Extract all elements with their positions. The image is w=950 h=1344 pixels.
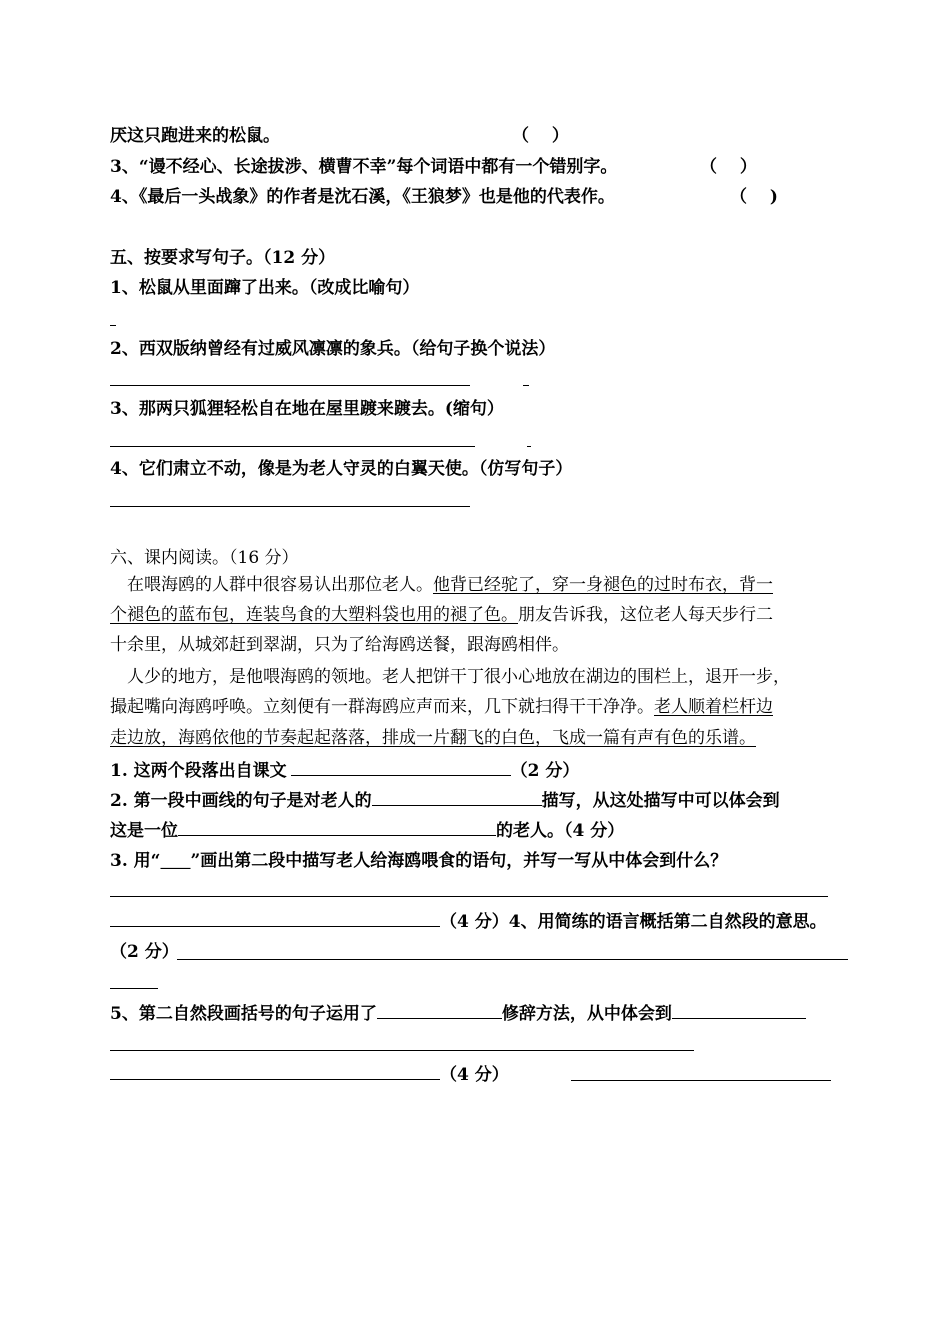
passage-p1-l2a-underlined: 个褪色的蓝布包，连装鸟食的大塑料袋也用的褪了色。 bbox=[110, 605, 518, 625]
passage-p1-line1 bbox=[127, 573, 773, 597]
section5-q2 bbox=[110, 337, 555, 361]
section6-q4-score: （2 分） bbox=[110, 942, 179, 962]
section4-item4 bbox=[110, 185, 615, 209]
q5-answer-line-3[interactable] bbox=[110, 1061, 440, 1080]
section6-q4-line bbox=[110, 940, 179, 964]
section4-item4-text: 4、《最后一头战象》的作者是沈石溪，《王狼梦》也是他的代表作。 bbox=[110, 187, 615, 207]
answer-line-s5q2[interactable] bbox=[110, 385, 470, 386]
passage-p1-l2b: 朋友告诉我，这位老人每天步行二 bbox=[518, 605, 773, 625]
section5-heading bbox=[110, 246, 335, 270]
section6-q1-text: 1. 这两个段落出自课文 bbox=[110, 761, 287, 781]
q2-answer-blank-2[interactable] bbox=[178, 817, 496, 836]
section6-q2-part-b: 描写，从这处描写中可以体会到 bbox=[541, 791, 780, 811]
q2-answer-blank-1[interactable] bbox=[372, 787, 542, 806]
q3-answer-line-1[interactable] bbox=[110, 896, 828, 897]
passage-p1-line3 bbox=[110, 633, 569, 657]
passage-p2-l2a: 撮起嘴向海鸥呼唤。立刻便有一群海鸥应声而来，几下就扫得干干净净。 bbox=[110, 697, 654, 717]
answer-paren-3-text: （ ） bbox=[700, 157, 757, 177]
section6-q2-part-a: 2. 第一段中画线的句子是对老人的 bbox=[110, 791, 372, 811]
section6-q2-part-d: 的老人。（4 分） bbox=[496, 821, 625, 841]
section6-q3-part-a: 3. 用“ bbox=[110, 851, 161, 871]
section5-heading-text: 五、按要求写句子。（12 分） bbox=[110, 248, 336, 268]
section6-q2-part-c: 这是一位 bbox=[110, 821, 178, 841]
answer-line-s5q2-tail bbox=[523, 385, 529, 386]
q5-answer-blank-2[interactable] bbox=[672, 1000, 806, 1019]
answer-line-s5q3[interactable] bbox=[110, 446, 475, 447]
passage-p2-l1: 人少的地方，是他喂海鸥的领地。老人把饼干丁很小心地放在湖边的围栏上，退开一步， bbox=[127, 667, 790, 687]
section6-q3-part-b: ”画出第二段中描写老人给海鸥喂食的语句，并写一写从中体会到什么？ bbox=[190, 851, 728, 871]
passage-p2-line2 bbox=[110, 695, 773, 719]
section4-item3-text: 3、“谩不经心、长途拔涉、横曹不幸”每个词语中都有一个错别字。 bbox=[110, 157, 618, 177]
section5-q1-text: 1、松鼠从里面蹿了出来。（改成比喻句） bbox=[110, 278, 420, 298]
q5-answer-line-2[interactable] bbox=[110, 1050, 694, 1051]
section5-q3 bbox=[110, 397, 504, 421]
answer-paren-1-text: （ ） bbox=[512, 126, 569, 146]
answer-paren-4-text: （ ) bbox=[730, 187, 778, 207]
section5-q1 bbox=[110, 276, 419, 300]
passage-p1-l1b-underlined: 他背已经驼了，穿一身褪色的过时布衣，背一 bbox=[433, 575, 773, 595]
section6-q1 bbox=[110, 757, 579, 783]
answer-paren-1[interactable] bbox=[512, 124, 569, 148]
section5-q4-text: 4、它们肃立不动，像是为老人守灵的白翼天使。（仿写句子） bbox=[110, 459, 573, 479]
q5-answer-line-4[interactable] bbox=[571, 1080, 831, 1081]
passage-p1-l1a: 在喂海鸥的人群中很容易认出那位老人。 bbox=[127, 575, 433, 595]
answer-line-s5q3-tail bbox=[527, 446, 531, 447]
section6-q5-score: （4 分） bbox=[440, 1065, 509, 1085]
section6-heading bbox=[110, 546, 299, 570]
q4-answer-line-2[interactable] bbox=[110, 988, 158, 989]
q3-answer-line-2[interactable] bbox=[110, 908, 440, 927]
section6-q3-q4-line bbox=[110, 908, 827, 934]
section6-q5 bbox=[110, 1000, 806, 1026]
answer-line-s5q4[interactable] bbox=[110, 506, 470, 507]
passage-p1-line2 bbox=[110, 603, 773, 627]
section6-q3-score-q4-text: （4 分）4、用简练的语言概括第二自然段的意思。 bbox=[440, 912, 827, 932]
section6-heading-text: 六、课内阅读。（16 分） bbox=[110, 548, 299, 568]
section4-line1 bbox=[110, 124, 280, 148]
passage-p1-l3: 十余里，从城郊赶到翠湖，只为了给海鸥送餐，跟海鸥相伴。 bbox=[110, 635, 569, 655]
section6-q3 bbox=[110, 849, 727, 874]
passage-p2-line1 bbox=[127, 665, 790, 689]
passage-p2-l3-underlined: 走边放，海鸥依他的节奏起起落落，排成一片翻飞的白色，飞成一篇有声有色的乐谱。 bbox=[110, 728, 756, 748]
section6-q5-part-b: 修辞方法，从中体会到 bbox=[501, 1004, 672, 1024]
section5-q2-text: 2、西双版纳曾经有过威风凛凛的象兵。（给句子换个说法） bbox=[110, 339, 556, 359]
section5-q3-text: 3、那两只狐狸轻松自在地在屋里踱来踱去。(缩句） bbox=[110, 399, 504, 419]
section5-q4 bbox=[110, 457, 572, 481]
section6-q5-part-a: 5、第二自然段画括号的句子运用了 bbox=[110, 1004, 377, 1024]
answer-paren-3[interactable] bbox=[700, 155, 757, 179]
section6-q3-underline-mark: _____ bbox=[160, 855, 191, 869]
passage-p2-line3 bbox=[110, 726, 756, 750]
q1-answer-blank[interactable] bbox=[291, 757, 511, 776]
section6-q2-line2 bbox=[110, 817, 624, 843]
section6-q2-line1 bbox=[110, 787, 780, 813]
section4-line1-text: 厌这只跑进来的松鼠。 bbox=[110, 126, 280, 146]
section6-q5-last-line bbox=[110, 1061, 509, 1087]
section6-q1-score: （2 分） bbox=[510, 761, 580, 781]
section4-item3 bbox=[110, 155, 617, 179]
answer-line-s5q1[interactable] bbox=[110, 325, 116, 326]
q4-answer-line-1[interactable] bbox=[177, 959, 848, 960]
answer-paren-4[interactable] bbox=[730, 185, 778, 209]
q5-answer-blank-1[interactable] bbox=[377, 1000, 502, 1019]
passage-p2-l2b-underlined: 老人顺着栏杆边 bbox=[654, 697, 773, 717]
